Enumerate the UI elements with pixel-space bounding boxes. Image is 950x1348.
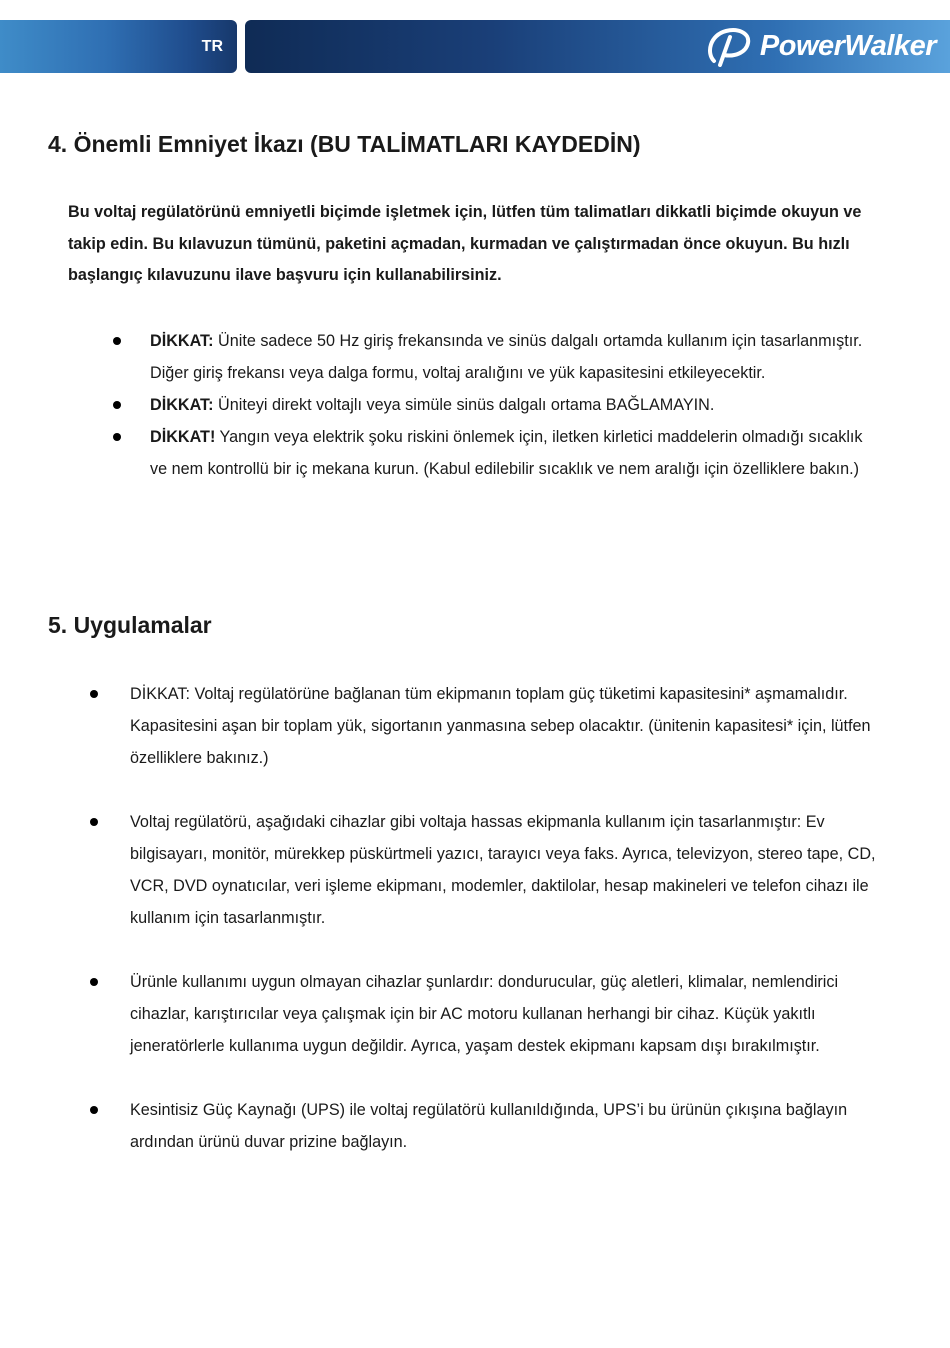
list-item [130,678,885,774]
warning-label: DİKKAT: [150,396,214,414]
warning-text: Ünite sadece 50 Hz giriş frekansında ve sinüs dalgalı ortamda kullanım için tasarlanmıştır. Diğer giriş frekansı veya dalga formu, voltaj aralığını ve yük kapasitesini etkileyecektir. [150,332,863,382]
warning-label: DİKKAT! [150,428,216,446]
brand-name: PowerWalker [759,30,936,62]
list-item [130,806,885,934]
list-item [150,325,880,389]
application-text: Kesintisiz Güç Kaynağı (UPS) ile voltaj regülatörü kullanıldığında, UPS’i bu ürünün çıkışına bağlayın ardından ürünü duvar prizine bağlayın. [130,1101,848,1151]
section4-intro: Bu voltaj regülatörünü emniyetli biçimde işletmek için, lütfen tüm talimatları dikkatli biçimde okuyun ve takip edin. Bu kılavuzun tümünü, paketini açmadan, kurmadan ve çalıştırmadan önce okuyun. Bu hızlı başlangıç kılavuzunu ilave başvuru için kullanabilirsiniz. [68,203,862,284]
list-item [130,1094,885,1158]
bullet-icon [113,433,121,441]
application-text: DİKKAT: Voltaj regülatörüne bağlanan tüm ekipmanın toplam güç tüketimi kapasitesini* aşmamalıdır. Kapasitesini aşan bir toplam yük, sigortanın yanmasına sebep olacaktır. (ünitenin kapasitesi* için, lütfen özelliklere bakınız.) [130,685,871,767]
brand-logo [704,24,936,69]
bullet-icon [90,978,98,986]
warning-label: DİKKAT: [150,332,214,350]
bullet-icon [113,337,121,345]
bullet-icon [90,818,98,826]
warning-text: Üniteyi direkt voltajlı veya simüle sinüs dalgalı ortama BAĞLAMAYIN. [213,396,715,414]
bullet-icon [113,401,121,409]
list-item [150,389,880,421]
list-item [150,421,880,485]
list-item [130,966,885,1062]
section5-title: 5. Uygulamalar [48,612,212,638]
section4-title: 4. Önemli Emniyet İkazı (BU TALİMATLARI KAYDEDİN) [48,131,641,157]
header-language-bar [0,20,237,73]
page-header [0,0,950,76]
bullet-icon [90,690,98,698]
application-text: Voltaj regülatörü, aşağıdaki cihazlar gibi voltaja hassas ekipmanla kullanım için tasarlanmıştır: Ev bilgisayarı, monitör, mürekkep püskürtmeli yazıcı, tarayıcı veya faks. Ayrıca, televizyon, stereo tape, CD, VCR, DVD oynatıcılar, veri işleme ekipmanı, modemler, daktilolar, hesap makineleri ve telefon cihazı ile kullanım için tasarlanmıştır. [130,813,876,927]
power-walker-swirl-icon [704,27,754,67]
warning-text: Yangın veya elektrik şoku riskini önlemek için, iletken kirletici maddelerin olmadığı sıcaklık ve nem kontrollü bir iç mekana kurun. (Kabul edilebilir sıcaklık ve nem aralığı için özelliklere bakın.) [150,428,863,478]
application-text: Ürünle kullanımı uygun olmayan cihazlar şunlardır: dondurucular, güç aletleri, klimalar, nemlendirici cihazlar, karıştırıcılar veya çalışmak için bir AC motoru kullanan herhangi bir cihaz. Küçük yakıtlı jeneratörlerle kullanıma uygun değildir. Ayrıca, yaşam destek ekipmanı kapsam dışı bırakılmıştır. [130,973,839,1055]
header-brand-bar [245,20,950,73]
language-code: TR [201,38,223,55]
bullet-icon [90,1106,98,1114]
applications-list [130,678,885,1190]
safety-warnings-list [150,325,880,485]
